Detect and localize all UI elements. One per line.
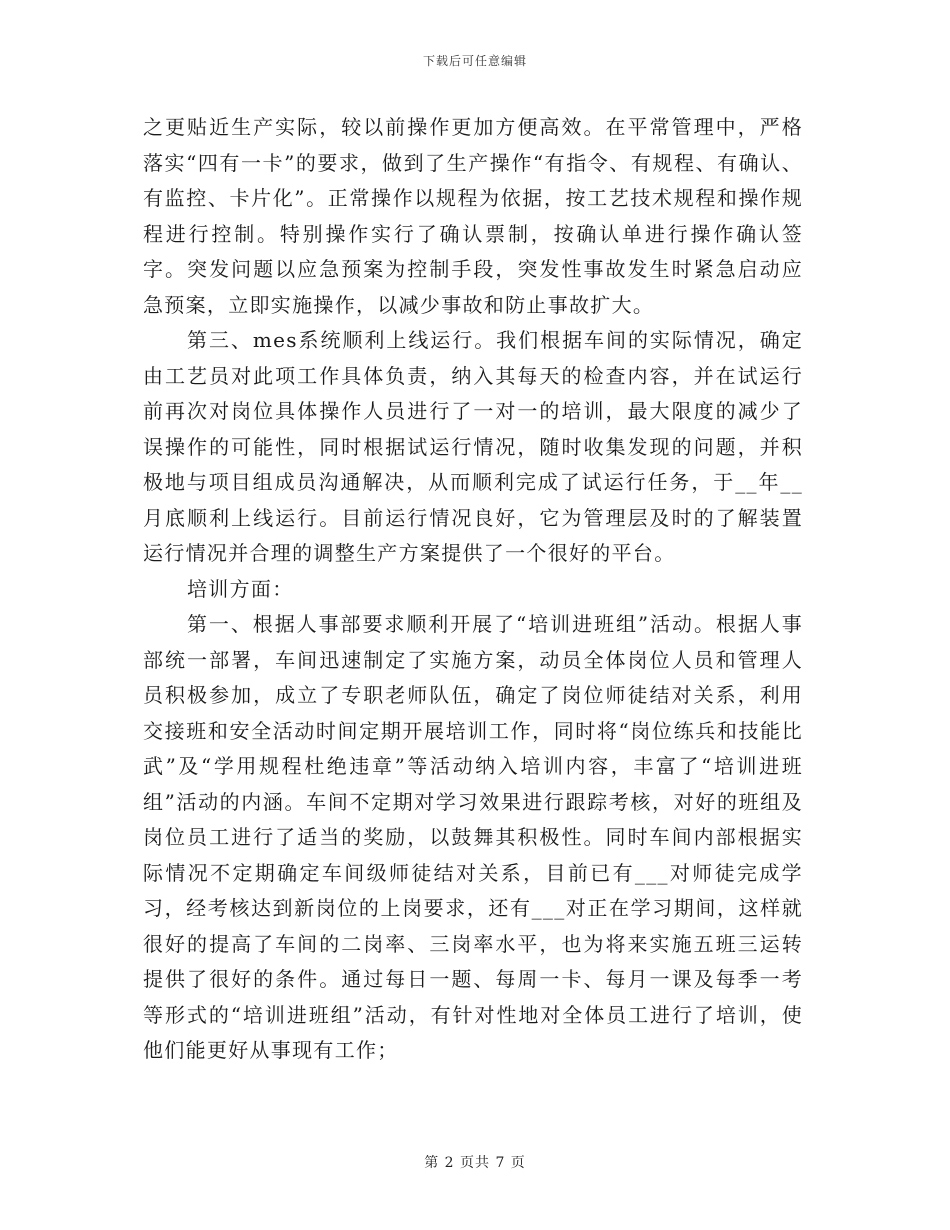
document-body <box>143 110 803 1069</box>
page-footer: 第 2 页共 7 页 <box>424 1155 526 1171</box>
paragraph-training-team: 第一、根据人事部要求顺利开展了“培训进班组”活动。根据人事部统一部署，车间迅速制定了实施方案，动员全体岗位人员和管理人员积极参加，成立了专职老师队伍，确定了岗位师徒结对关系，利用交接班和安全活动时间定期开展培训工作，同时将“岗位练兵和技能比武”及“学用规程杜绝违章”等活动纳入培训内容，丰富了“培训进班组”活动的内涵。车间不定期对学习效果进行跟踪考核，对好的班组及岗位员工进行了适当的奖励，以鼓舞其积极性。同时车间内部根据实际情况不定期确定车间级师徒结对关系，目前已有___对师徒完成学习，经考核达到新岗位的上岗要求，还有___对正在学习期间，这样就很好的提高了车间的二岗率、三岗率水平，也为将来实施五班三运转提供了很好的条件。通过每日一题、每周一卡、每月一课及每季一考等形式的“培训进班组”活动，有针对性地对全体员工进行了培训，使他们能更好从事现有工作； <box>143 612 803 1062</box>
paragraph-mes-system: 第三、mes系统顺利上线运行。我们根据车间的实际情况，确定由工艺员对此项工作具体负责，纳入其每天的检查内容，并在试运行前再次对岗位具体操作人员进行了一对一的培训，最大限度的减少了误操作的可能性，同时根据试运行情况，随时收集发现的问题，并积极地与项目组成员沟通解决，从而顺利完成了试运行任务，于__年__月底顺利上线运行。目前运行情况良好，它为管理层及时的了解装置运行情况并合理的调整生产方案提供了一个很好的平台。 <box>143 328 803 565</box>
section-heading-training: 培训方面： <box>187 576 294 601</box>
paragraph-operations: 之更贴近生产实际，较以前操作更加方便高效。在平常管理中，严格落实“四有一卡”的要求，做到了生产操作“有指令、有规程、有确认、有监控、卡片化”。正常操作以规程为依据，按工艺技术规程和操作规程进行控制。特别操作实行了确认票制，按确认单进行操作确认签字。突发问题以应急预案为控制手段，突发性事故发生时紧急启动应急预案，立即实施操作，以减少事故和防止事故扩大。 <box>143 115 803 317</box>
page-header: 下载后可任意编辑 <box>422 54 527 68</box>
